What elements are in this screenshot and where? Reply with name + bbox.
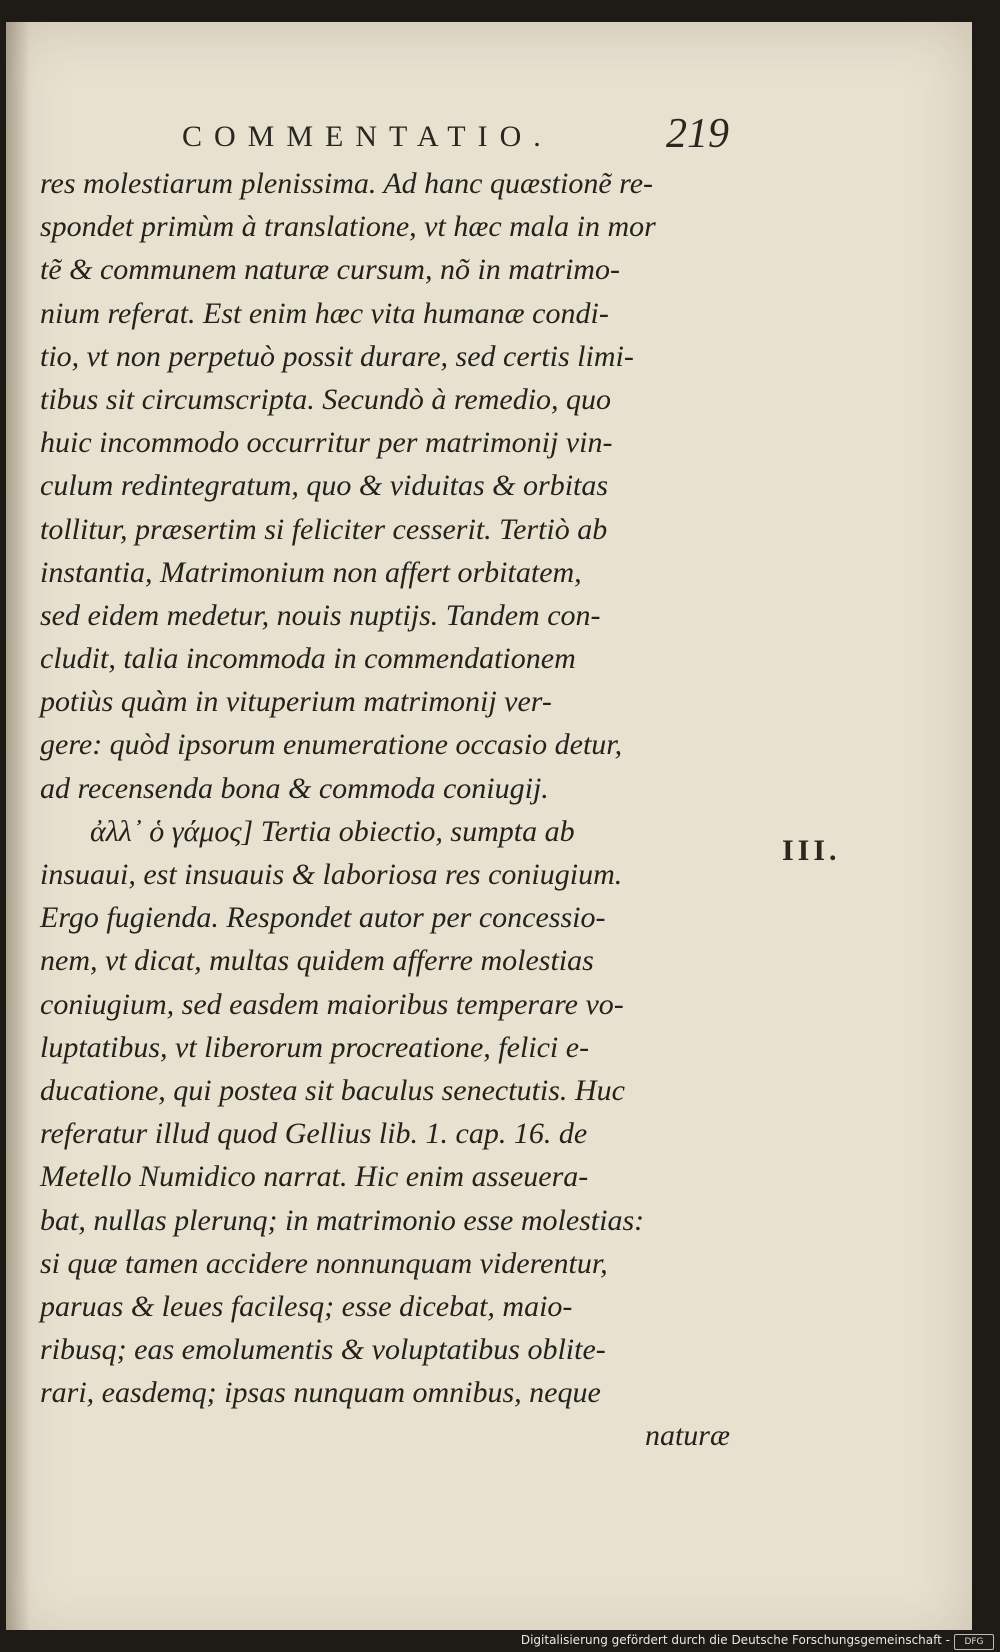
- text-line: Metello Numidico narrat. Hic enim asseuera-: [40, 1160, 589, 1194]
- text-line: referatur illud quod Gellius lib. 1. cap. 16. de: [40, 1117, 588, 1151]
- text-line: instantia, Matrimonium non affert orbitatem,: [40, 555, 582, 589]
- text-line: nium referat. Est enim hæc vita humanæ condi-: [40, 296, 609, 330]
- text-line: rari, easdemq; ipsas nunquam omnibus, neque: [40, 1376, 601, 1410]
- text-line: insuaui, est insuauis & laboriosa res coniugium.: [40, 858, 623, 891]
- text-line: huic incommodo occurritur per matrimonij vin-: [40, 426, 613, 460]
- text-line: ribusq; eas emolumentis & voluptatibus oblite-: [40, 1333, 606, 1367]
- text-line: luptatibus, vt liberorum procreatione, felici e-: [40, 1030, 590, 1064]
- footer-bar: [0, 1630, 1000, 1652]
- running-head: COMMENTATIO.: [182, 120, 553, 153]
- text-line: res molestiarum plenissima. Ad hanc quæstionẽ re-: [40, 167, 654, 200]
- text-line: spondet primùm à translatione, vt hæc mala in mor: [40, 210, 656, 244]
- page-header: [6, 90, 972, 157]
- text-line: Ergo fugienda. Respondet autor per concessio-: [40, 901, 606, 935]
- text-line: tollitur, præsertim si feliciter cesserit. Tertiò ab: [40, 512, 608, 546]
- text-line: coniugium, sed easdem maioribus temperare vo-: [40, 987, 624, 1021]
- text-line: gere: quòd ipsorum enumeratione occasio detur,: [40, 728, 623, 762]
- text-line: tẽ & communem naturæ cursum, nõ in matrimo-: [40, 253, 620, 287]
- text-line: culum redintegratum, quo & viduitas & orbitas: [40, 469, 609, 503]
- body-text: [40, 162, 730, 1458]
- text-line-lemma: ἀλλ᾽ ὁ γάμος] Tertia obiectio, sumpta ab: [90, 814, 575, 848]
- text-line: tibus sit circumscripta. Secundò à remedio, quo: [40, 382, 612, 416]
- page-number: 219: [666, 111, 729, 157]
- text-line: paruas & leues facilesq; esse dicebat, maio-: [40, 1289, 573, 1323]
- text-line: potiùs quàm in vituperium matrimonij ver-: [40, 685, 552, 719]
- funding-credit: Digitalisierung gefördert durch die Deutsche Forschungsgemeinschaft -: [520, 1633, 950, 1647]
- margin-note: III.: [782, 834, 841, 867]
- text-line: cludit, talia incommoda in commendationem: [40, 642, 576, 676]
- book-page: [6, 22, 972, 1644]
- text-line: ad recensenda bona & commoda coniugij.: [40, 771, 549, 805]
- text-line: si quæ tamen accidere nonnunquam viderentur,: [40, 1246, 608, 1280]
- text-line: ducatione, qui postea sit baculus senectutis. Huc: [40, 1073, 625, 1107]
- text-line: nem, vt dicat, multas quidem afferre molestias: [40, 944, 594, 978]
- catchword: naturæ: [644, 1419, 730, 1453]
- dfg-logo-icon: DFG: [954, 1634, 994, 1650]
- text-line: tio, vt non perpetuò possit durare, sed certis limi-: [40, 339, 634, 373]
- text-line: sed eidem medetur, nouis nuptijs. Tandem con-: [40, 598, 601, 632]
- text-line: bat, nullas plerunq; in matrimonio esse molestias:: [40, 1203, 645, 1237]
